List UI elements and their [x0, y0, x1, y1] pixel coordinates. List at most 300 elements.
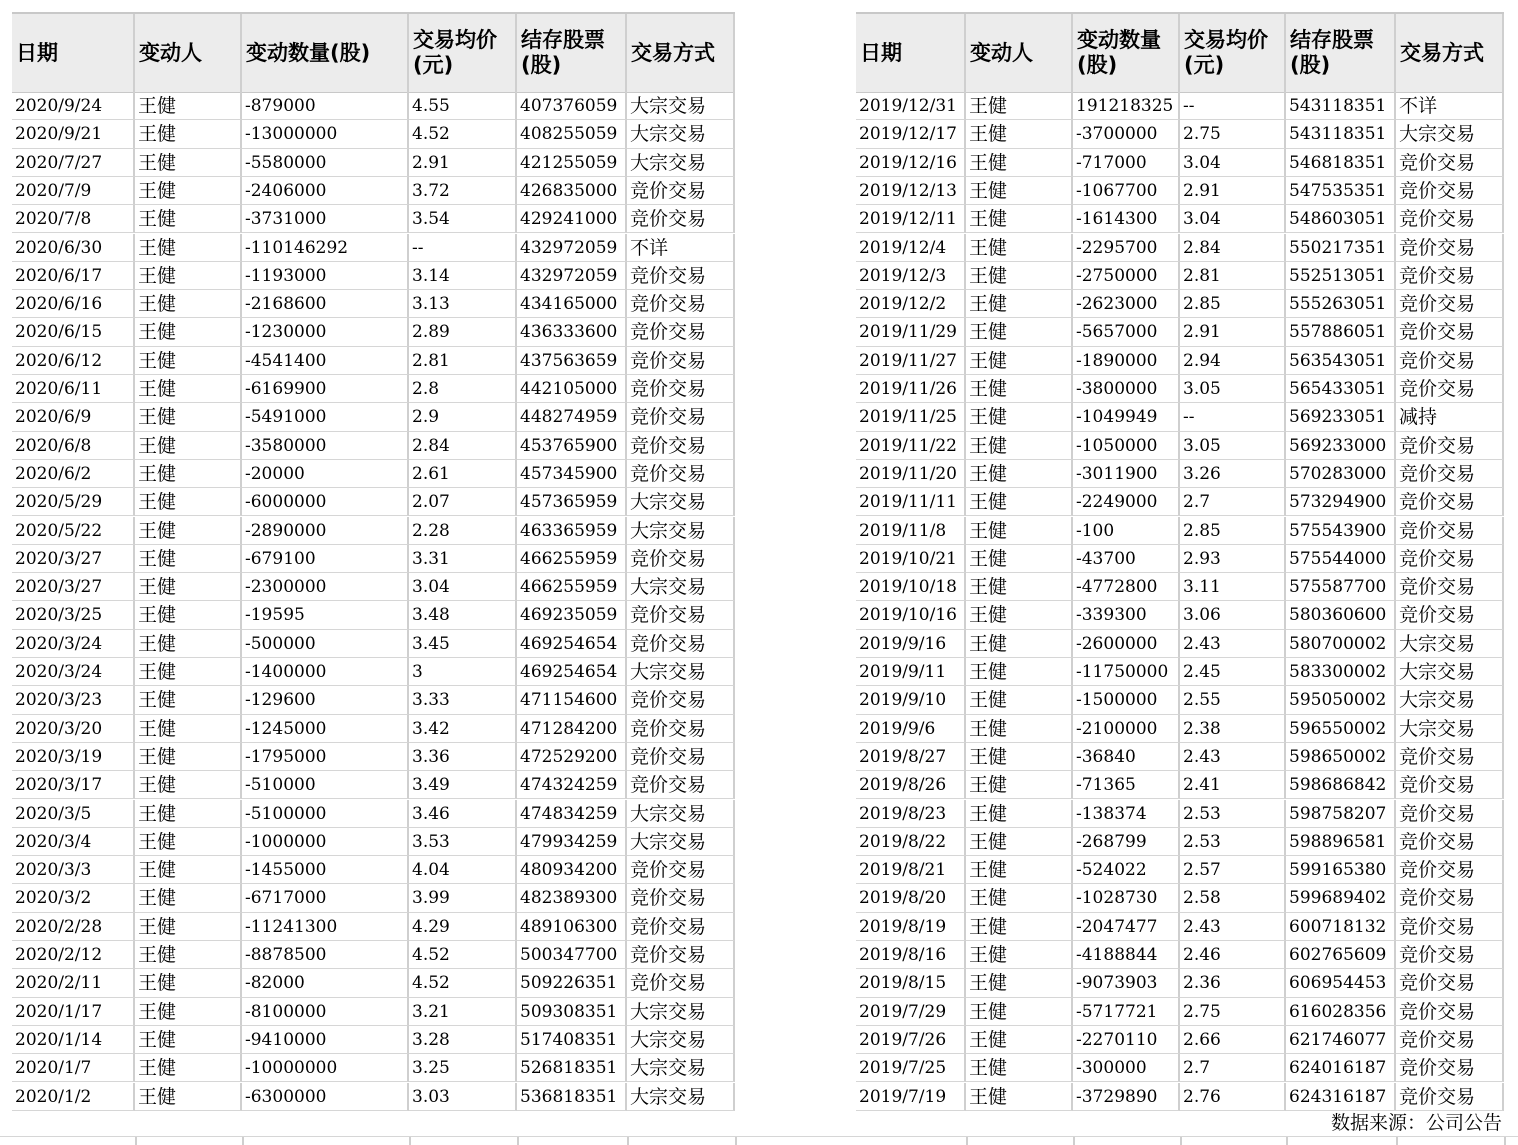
cell-method: 竞价交易 [627, 205, 735, 233]
cell-avg-price: 2.36 [1180, 969, 1286, 997]
cell-change-qty: -3700000 [1073, 120, 1180, 148]
table-row [856, 913, 1504, 941]
cell-person: 王健 [135, 1083, 242, 1111]
cell-avg-price: 2.7 [1180, 1054, 1286, 1082]
cell-person: 王健 [966, 205, 1073, 233]
cell-holding: 489106300 [517, 913, 627, 941]
table-row [856, 884, 1504, 912]
cell-method: 竞价交易 [1396, 1026, 1504, 1054]
table-row [12, 601, 735, 629]
cell-change-qty: -2623000 [1073, 290, 1180, 318]
cell-holding: 448274959 [517, 403, 627, 431]
cell-method: 竞价交易 [1396, 234, 1504, 262]
cell-person: 王健 [135, 913, 242, 941]
cell-date: 2019/8/23 [856, 800, 966, 828]
cell-method: 竞价交易 [1396, 573, 1504, 601]
cell-date: 2020/6/2 [12, 460, 135, 488]
cell-person: 王健 [135, 573, 242, 601]
cell-change-qty: -3011900 [1073, 460, 1180, 488]
cell-avg-price: 2.41 [1180, 771, 1286, 799]
cell-date: 2019/12/4 [856, 234, 966, 262]
cell-person: 王健 [135, 205, 242, 233]
cell-avg-price: 3.54 [409, 205, 517, 233]
cell-date: 2020/7/27 [12, 149, 135, 177]
cell-person: 王健 [135, 998, 242, 1026]
cell-avg-price: 3.31 [409, 545, 517, 573]
cell-avg-price: 3.03 [409, 1083, 517, 1111]
cell-method: 竞价交易 [1396, 347, 1504, 375]
cell-avg-price: 2.57 [1180, 856, 1286, 884]
cell-change-qty: -2406000 [242, 177, 409, 205]
cell-change-qty: -500000 [242, 630, 409, 658]
table-row [856, 92, 1504, 120]
cell-avg-price: 2.28 [409, 517, 517, 545]
cell-avg-price: 2.85 [1180, 517, 1286, 545]
table-row [856, 1083, 1504, 1111]
cell-method: 竞价交易 [1396, 460, 1504, 488]
cell-method: 竞价交易 [1396, 998, 1504, 1026]
cell-avg-price: 2.91 [1180, 318, 1286, 346]
cell-holding: 583300002 [1286, 658, 1396, 686]
cell-date: 2020/9/21 [12, 120, 135, 148]
cell-date: 2020/3/25 [12, 601, 135, 629]
cell-person: 王健 [135, 290, 242, 318]
table-row [856, 941, 1504, 969]
data-source-note: 数据来源：公司公告 [1330, 1112, 1502, 1134]
table-row [12, 715, 735, 743]
cell-change-qty: -71365 [1073, 771, 1180, 799]
cell-date: 2020/3/20 [12, 715, 135, 743]
cell-change-qty: -1050000 [1073, 432, 1180, 460]
cell-holding: 421255059 [517, 149, 627, 177]
cell-avg-price: 2.85 [1180, 290, 1286, 318]
cell-date: 2019/12/16 [856, 149, 966, 177]
cell-holding: 595050002 [1286, 686, 1396, 714]
table-row [12, 262, 735, 290]
cell-holding: 429241000 [517, 205, 627, 233]
cell-date: 2019/8/27 [856, 743, 966, 771]
cell-date: 2019/8/19 [856, 913, 966, 941]
cell-method: 竞价交易 [1396, 913, 1504, 941]
cell-change-qty: -5657000 [1073, 318, 1180, 346]
cell-method: 竞价交易 [627, 941, 735, 969]
cell-person: 王健 [966, 1026, 1073, 1054]
cell-change-qty: -3580000 [242, 432, 409, 460]
cell-holding: 426835000 [517, 177, 627, 205]
cell-method: 竞价交易 [1396, 290, 1504, 318]
cell-method: 竞价交易 [627, 347, 735, 375]
cell-holding: 575587700 [1286, 573, 1396, 601]
cell-avg-price: 3.49 [409, 771, 517, 799]
cell-method: 大宗交易 [1396, 120, 1504, 148]
header-date: 日期 [12, 14, 135, 92]
cell-date: 2019/11/22 [856, 432, 966, 460]
cell-date: 2019/7/29 [856, 998, 966, 1026]
cell-change-qty: -268799 [1073, 828, 1180, 856]
cell-method: 竞价交易 [627, 290, 735, 318]
cell-avg-price: 3.99 [409, 884, 517, 912]
cell-avg-price: 2.45 [1180, 658, 1286, 686]
cell-avg-price: 2.43 [1180, 630, 1286, 658]
cell-method: 竞价交易 [1396, 205, 1504, 233]
table-row [856, 177, 1504, 205]
cell-person: 王健 [135, 941, 242, 969]
cell-person: 王健 [135, 828, 242, 856]
cell-date: 2020/3/24 [12, 658, 135, 686]
cell-change-qty: -100 [1073, 517, 1180, 545]
cell-date: 2020/1/2 [12, 1083, 135, 1111]
cell-person: 王健 [135, 969, 242, 997]
cell-avg-price: 2.7 [1180, 488, 1286, 516]
cell-date: 2019/8/26 [856, 771, 966, 799]
cell-method: 大宗交易 [627, 1054, 735, 1082]
cell-person: 王健 [966, 403, 1073, 431]
cell-method: 大宗交易 [627, 658, 735, 686]
cell-change-qty: -1067700 [1073, 177, 1180, 205]
cell-method: 竞价交易 [1396, 884, 1504, 912]
cell-date: 2019/12/17 [856, 120, 966, 148]
cell-change-qty: -8878500 [242, 941, 409, 969]
table-row [856, 1026, 1504, 1054]
table-row [856, 149, 1504, 177]
cell-change-qty: -2100000 [1073, 715, 1180, 743]
cell-person: 王健 [966, 941, 1073, 969]
cell-holding: 466255959 [517, 545, 627, 573]
cell-person: 王健 [966, 715, 1073, 743]
cell-change-qty: -36840 [1073, 743, 1180, 771]
cell-method: 大宗交易 [627, 92, 735, 120]
table-row [856, 488, 1504, 516]
cell-avg-price: 2.76 [1180, 1083, 1286, 1111]
cell-date: 2019/11/27 [856, 347, 966, 375]
cell-method: 竞价交易 [627, 403, 735, 431]
cell-holding: 599165380 [1286, 856, 1396, 884]
cell-method: 竞价交易 [1396, 262, 1504, 290]
table-row [12, 149, 735, 177]
cell-method: 竞价交易 [1396, 941, 1504, 969]
cell-method: 竞价交易 [627, 601, 735, 629]
cell-avg-price: 4.52 [409, 969, 517, 997]
cell-holding: 509226351 [517, 969, 627, 997]
cell-date: 2019/7/19 [856, 1083, 966, 1111]
table-row [856, 800, 1504, 828]
cell-avg-price: 2.38 [1180, 715, 1286, 743]
cell-date: 2019/11/8 [856, 517, 966, 545]
header-method: 交易方式 [627, 14, 735, 92]
cell-date: 2020/5/22 [12, 517, 135, 545]
cell-person: 王健 [135, 856, 242, 884]
cell-method: 大宗交易 [627, 1083, 735, 1111]
cell-holding: 543118351 [1286, 92, 1396, 120]
cell-holding: 526818351 [517, 1054, 627, 1082]
table-row [12, 1083, 735, 1111]
cell-person: 王健 [135, 1054, 242, 1082]
cell-holding: 500347700 [517, 941, 627, 969]
cell-avg-price: 2.53 [1180, 828, 1286, 856]
cell-change-qty: -1795000 [242, 743, 409, 771]
left-table-header [12, 12, 735, 93]
cell-holding: 457365959 [517, 488, 627, 516]
cell-person: 王健 [135, 120, 242, 148]
cell-holding: 453765900 [517, 432, 627, 460]
cell-method: 大宗交易 [1396, 686, 1504, 714]
table-row [12, 517, 735, 545]
cell-method: 竞价交易 [1396, 601, 1504, 629]
cell-holding: 570283000 [1286, 460, 1396, 488]
table-row [856, 715, 1504, 743]
cell-person: 王健 [966, 658, 1073, 686]
table-row [856, 205, 1504, 233]
cell-holding: 600718132 [1286, 913, 1396, 941]
cell-person: 王健 [135, 601, 242, 629]
cell-date: 2019/12/11 [856, 205, 966, 233]
cell-person: 王健 [135, 403, 242, 431]
cell-date: 2019/10/16 [856, 601, 966, 629]
table-row [856, 347, 1504, 375]
cell-change-qty: -679100 [242, 545, 409, 573]
cell-avg-price: 3.04 [1180, 149, 1286, 177]
cell-person: 王健 [135, 460, 242, 488]
cell-holding: 616028356 [1286, 998, 1396, 1026]
cell-change-qty: -9410000 [242, 1026, 409, 1054]
cell-date: 2020/7/8 [12, 205, 135, 233]
cell-person: 王健 [135, 432, 242, 460]
cell-avg-price: 3.33 [409, 686, 517, 714]
cell-person: 王健 [966, 743, 1073, 771]
cell-method: 竞价交易 [627, 318, 735, 346]
cell-method: 竞价交易 [1396, 177, 1504, 205]
cell-person: 王健 [135, 743, 242, 771]
cell-avg-price: 2.94 [1180, 347, 1286, 375]
cell-avg-price: 2.81 [409, 347, 517, 375]
table-row [12, 375, 735, 403]
cell-change-qty: -339300 [1073, 601, 1180, 629]
cell-change-qty: -5100000 [242, 800, 409, 828]
cell-person: 王健 [135, 517, 242, 545]
cell-date: 2020/6/15 [12, 318, 135, 346]
table-row [856, 403, 1504, 431]
cell-avg-price: 3 [409, 658, 517, 686]
table-row [12, 913, 735, 941]
cell-person: 王健 [966, 318, 1073, 346]
cell-person: 王健 [135, 800, 242, 828]
cell-holding: 436333600 [517, 318, 627, 346]
cell-avg-price: 2.89 [409, 318, 517, 346]
cell-holding: 471154600 [517, 686, 627, 714]
cell-holding: 432972059 [517, 234, 627, 262]
header-avg-price: 交易均价 (元) [1180, 14, 1286, 92]
cell-change-qty: -4772800 [1073, 573, 1180, 601]
table-row [856, 601, 1504, 629]
cell-holding: 474834259 [517, 800, 627, 828]
cell-method: 竞价交易 [1396, 545, 1504, 573]
header-person: 变动人 [135, 14, 242, 92]
cell-avg-price: 3.13 [409, 290, 517, 318]
cell-change-qty: -1000000 [242, 828, 409, 856]
header-change-qty: 变动数量(股) [242, 14, 409, 92]
cell-person: 王健 [966, 856, 1073, 884]
cell-person: 王健 [966, 460, 1073, 488]
cell-holding: 547535351 [1286, 177, 1396, 205]
cell-change-qty: -1049949 [1073, 403, 1180, 431]
cell-change-qty: -2270110 [1073, 1026, 1180, 1054]
cell-avg-price: 3.21 [409, 998, 517, 1026]
table-row [12, 856, 735, 884]
cell-change-qty: -129600 [242, 686, 409, 714]
table-row [856, 1054, 1504, 1082]
cell-person: 王健 [966, 92, 1073, 120]
cell-avg-price: 3.05 [1180, 432, 1286, 460]
header-holding: 结存股票 (股) [517, 14, 627, 92]
cell-person: 王健 [966, 234, 1073, 262]
cell-avg-price: 2.58 [1180, 884, 1286, 912]
cell-holding: 479934259 [517, 828, 627, 856]
cell-avg-price: 3.28 [409, 1026, 517, 1054]
cell-holding: 621746077 [1286, 1026, 1396, 1054]
cell-holding: 575543900 [1286, 517, 1396, 545]
cell-date: 2019/7/25 [856, 1054, 966, 1082]
cell-holding: 550217351 [1286, 234, 1396, 262]
table-row [856, 856, 1504, 884]
cell-avg-price: 4.52 [409, 941, 517, 969]
cell-avg-price: 2.9 [409, 403, 517, 431]
cell-change-qty: -524022 [1073, 856, 1180, 884]
cell-date: 2020/3/19 [12, 743, 135, 771]
header-change-qty: 变动数量 (股) [1073, 14, 1180, 92]
cell-change-qty: -3729890 [1073, 1083, 1180, 1111]
cell-holding: 543118351 [1286, 120, 1396, 148]
cell-method: 竞价交易 [1396, 828, 1504, 856]
cell-date: 2020/2/11 [12, 969, 135, 997]
cell-date: 2020/1/7 [12, 1054, 135, 1082]
table-row [856, 290, 1504, 318]
cell-change-qty: -5717721 [1073, 998, 1180, 1026]
cell-holding: 463365959 [517, 517, 627, 545]
cell-holding: 552513051 [1286, 262, 1396, 290]
cell-avg-price: 3.48 [409, 601, 517, 629]
cell-method: 不详 [1396, 92, 1504, 120]
table-row [12, 347, 735, 375]
cell-method: 竞价交易 [1396, 375, 1504, 403]
cell-person: 王健 [135, 347, 242, 375]
cell-avg-price: 4.55 [409, 92, 517, 120]
table-row [856, 262, 1504, 290]
cell-change-qty: -10000000 [242, 1054, 409, 1082]
cell-date: 2020/6/30 [12, 234, 135, 262]
cell-person: 王健 [135, 884, 242, 912]
table-row [12, 884, 735, 912]
cell-holding: 624316187 [1286, 1083, 1396, 1111]
cell-holding: 434165000 [517, 290, 627, 318]
cell-change-qty: -717000 [1073, 149, 1180, 177]
cell-person: 王健 [966, 1083, 1073, 1111]
cell-avg-price: -- [1180, 92, 1286, 120]
table-row [12, 686, 735, 714]
cell-holding: 555263051 [1286, 290, 1396, 318]
cell-avg-price: 3.72 [409, 177, 517, 205]
cell-date: 2019/12/31 [856, 92, 966, 120]
cell-person: 王健 [966, 913, 1073, 941]
cell-method: 大宗交易 [627, 517, 735, 545]
cell-change-qty: -1193000 [242, 262, 409, 290]
cell-avg-price: 2.84 [409, 432, 517, 460]
cell-person: 王健 [966, 828, 1073, 856]
cell-date: 2019/11/25 [856, 403, 966, 431]
cell-change-qty: -2600000 [1073, 630, 1180, 658]
cell-change-qty: -2890000 [242, 517, 409, 545]
table-row [12, 545, 735, 573]
cell-method: 竞价交易 [1396, 488, 1504, 516]
cell-change-qty: -1890000 [1073, 347, 1180, 375]
cell-person: 王健 [966, 517, 1073, 545]
cell-avg-price: 3.06 [1180, 601, 1286, 629]
cell-holding: 557886051 [1286, 318, 1396, 346]
cell-date: 2020/6/12 [12, 347, 135, 375]
cell-change-qty: -4188844 [1073, 941, 1180, 969]
cell-avg-price: 3.36 [409, 743, 517, 771]
cell-avg-price: 4.29 [409, 913, 517, 941]
cell-holding: 408255059 [517, 120, 627, 148]
table-row [12, 432, 735, 460]
table-row [856, 771, 1504, 799]
table-row [12, 828, 735, 856]
cell-holding: 466255959 [517, 573, 627, 601]
cell-person: 王健 [966, 1054, 1073, 1082]
cell-change-qty: -9073903 [1073, 969, 1180, 997]
table-row [856, 545, 1504, 573]
cell-avg-price: 2.43 [1180, 743, 1286, 771]
cell-holding: 457345900 [517, 460, 627, 488]
cell-date: 2020/6/17 [12, 262, 135, 290]
cell-person: 王健 [966, 432, 1073, 460]
cell-change-qty: -3800000 [1073, 375, 1180, 403]
cell-avg-price: 3.46 [409, 800, 517, 828]
table-row [856, 120, 1504, 148]
table-row [12, 92, 735, 120]
cell-person: 王健 [135, 92, 242, 120]
cell-date: 2019/8/15 [856, 969, 966, 997]
cell-method: 竞价交易 [627, 630, 735, 658]
cell-holding: 565433051 [1286, 375, 1396, 403]
cell-person: 王健 [135, 234, 242, 262]
cell-method: 大宗交易 [627, 573, 735, 601]
table-row [12, 290, 735, 318]
cell-date: 2020/6/9 [12, 403, 135, 431]
cell-change-qty: -1455000 [242, 856, 409, 884]
cell-date: 2019/11/11 [856, 488, 966, 516]
cell-holding: 580360600 [1286, 601, 1396, 629]
cell-holding: 602765609 [1286, 941, 1396, 969]
cell-date: 2019/12/3 [856, 262, 966, 290]
cell-holding: 407376059 [517, 92, 627, 120]
cell-date: 2019/8/16 [856, 941, 966, 969]
table-row [856, 630, 1504, 658]
cell-change-qty: -879000 [242, 92, 409, 120]
header-avg-price: 交易均价 (元) [409, 14, 517, 92]
cell-change-qty: -510000 [242, 771, 409, 799]
cell-person: 王健 [135, 488, 242, 516]
cell-holding: 598896581 [1286, 828, 1396, 856]
table-row [12, 318, 735, 346]
cell-person: 王健 [135, 149, 242, 177]
cell-holding: 598758207 [1286, 800, 1396, 828]
cell-change-qty: -2750000 [1073, 262, 1180, 290]
cell-avg-price: 3.45 [409, 630, 517, 658]
cell-person: 王健 [135, 375, 242, 403]
cell-person: 王健 [966, 686, 1073, 714]
cell-method: 竞价交易 [1396, 1083, 1504, 1111]
cell-avg-price: 2.66 [1180, 1026, 1286, 1054]
